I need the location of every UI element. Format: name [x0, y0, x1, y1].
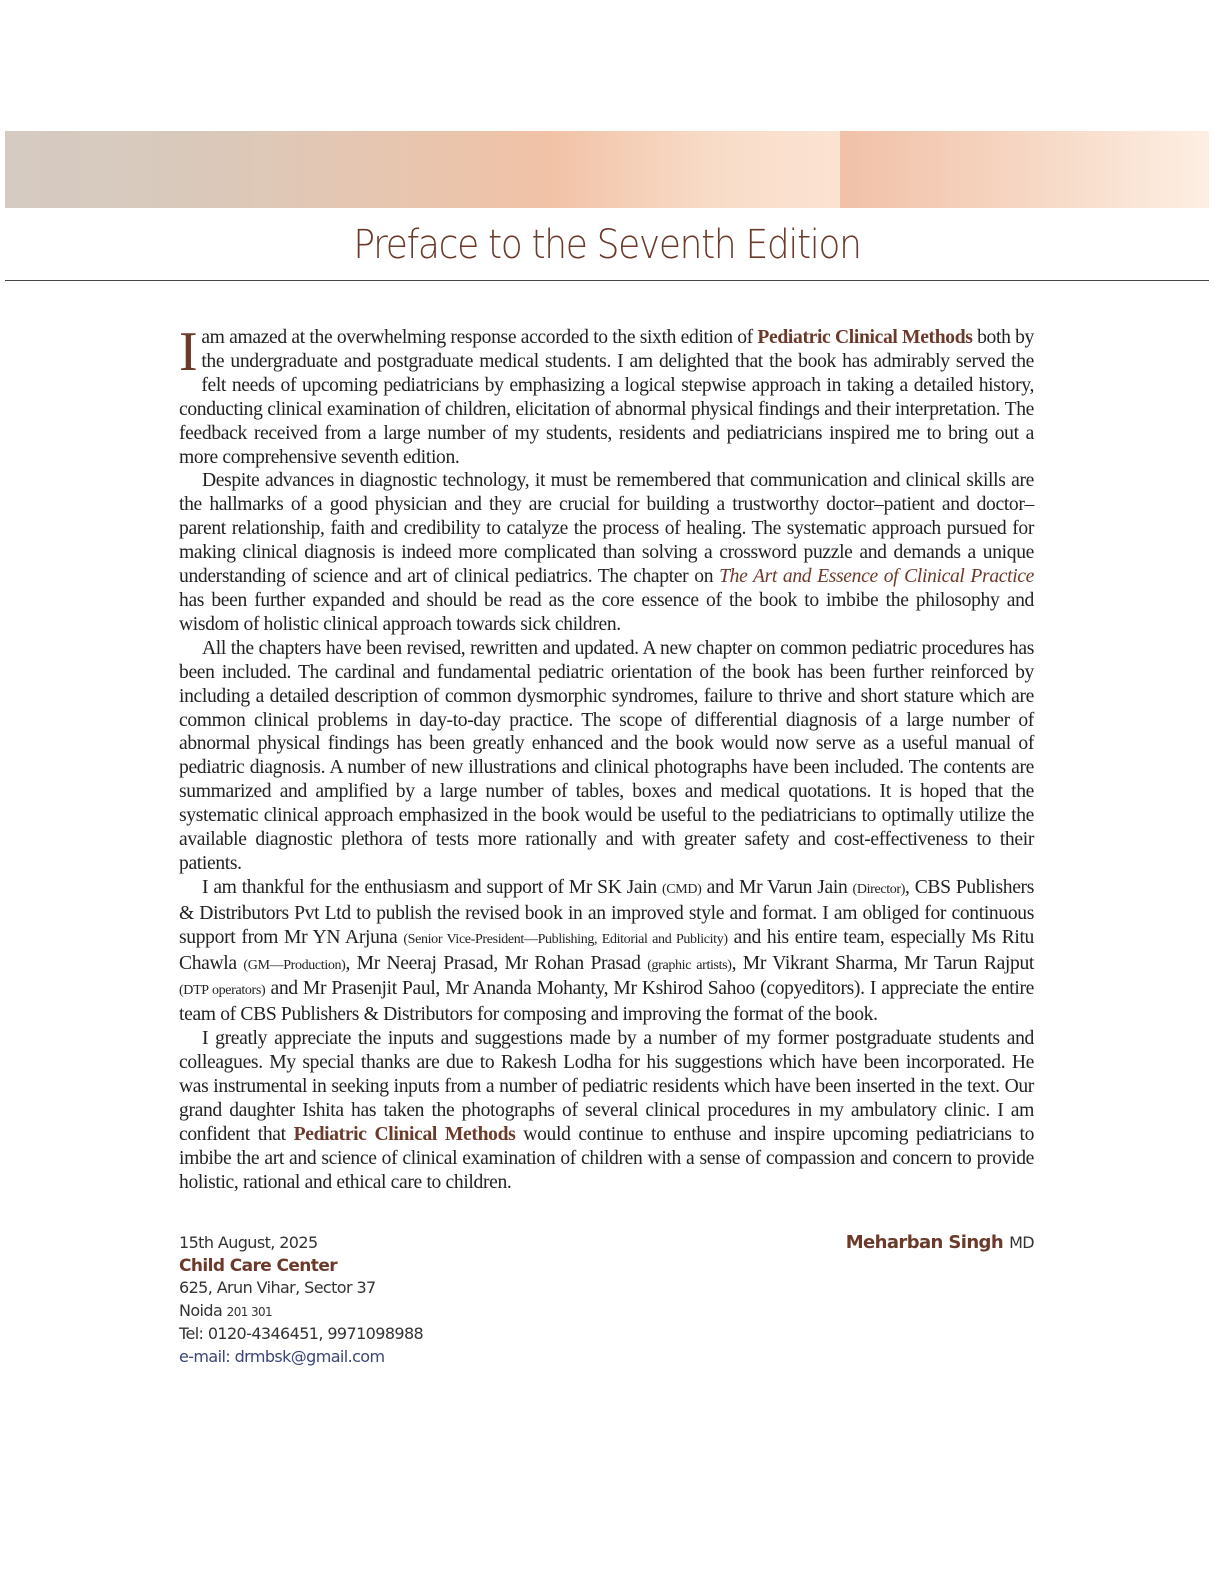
role-note: (Senior Vice-President—Publishing, Editorial and Publicity)	[403, 931, 728, 947]
book-title-highlight: Pediatric Clinical Methods	[757, 327, 973, 348]
author-degree: MD	[1009, 1233, 1034, 1252]
text-run: Despite advances in diagnostic technology, it must be remembered that communication and clinical skills are the hallmarks of a good physician and they are crucial for building a trustworthy doctor–patient and doctor–parent relationship, faith and credibility to catalyze the process of healing. The systematic approach pursued for making clinical diagnosis is indeed more complicated than solving a crossword puzzle and demands a unique understanding of science and art of clinical pediatrics. The chapter on	[179, 470, 1034, 588]
pin-code: 201 301	[226, 1304, 273, 1319]
chapter-title-italic: The Art and Essence of Clinical Practice	[719, 566, 1034, 588]
text-run: and Mr Varun Jain	[701, 876, 853, 898]
telephone: Tel: 0120-4346451, 9971098988	[179, 1324, 424, 1343]
signature-block	[179, 1232, 1034, 1368]
text-run: I greatly appreciate the inputs and suggestions made by a number of my former postgraduate students and colleagues. My special thanks are due to Rakesh Lodha for his suggestions which have been incorporated. He was instrumental in seeking inputs from a number of pediatric residents which have been inserted in the text. Our grand daughter Ishita has taken the photographs of several clinical procedures in my ambulatory clinic. I am confident that	[179, 1028, 1034, 1145]
role-note: (GM—Production)	[243, 957, 346, 973]
text-run: , Mr Vikrant Sharma, Mr Tarun Rajput	[731, 952, 1035, 974]
text-run: both by the undergraduate and postgraduate medical students. I am delighted that the book has admirably served the felt needs of upcoming pediatricians by emphasizing a logical stepwise approach in taking a detailed history, conducting clinical examination of children, elicitation of abnormal physical findings and their interpretation. The feedback received from a large number of my students, residents and pediatricians inspired me to bring out a more comprehensive seventh edition.	[179, 327, 1034, 468]
page-title: Preface to the Seventh Edition	[353, 222, 861, 268]
preface-body	[179, 321, 1035, 1195]
book-title-highlight: Pediatric Clinical Methods	[293, 1123, 516, 1145]
header-band	[5, 131, 1209, 208]
text-run: I am thankful for the enthusiasm and support of Mr SK Jain	[202, 876, 662, 898]
address: 625, Arun Vihar, Sector 37	[179, 1278, 376, 1297]
email-link[interactable]: e-mail: drmbsk@gmail.com	[179, 1346, 385, 1366]
role-note: (graphic artists)	[647, 957, 732, 973]
drop-cap: I	[179, 321, 198, 383]
title-divider	[5, 280, 1209, 281]
text-run: and Mr Prasenjit Paul, Mr Ananda Mohanty, Mr Kshirod Sahoo (copyeditors). I appreciate the entire team of CBS Publishers & Distributors for composing and improving the format of the book.	[179, 978, 1035, 1026]
author-name: Meharban Singh	[845, 1232, 1004, 1253]
paragraph	[179, 876, 1034, 1027]
center-name: Child Care Center	[179, 1255, 338, 1276]
paragraph	[179, 1027, 1034, 1194]
role-note: (CMD)	[661, 881, 702, 897]
author	[846, 1232, 1034, 1255]
text-run: would continue to enthuse and inspire upcoming pediatricians to imbibe the art and science of clinical examination of children with a sense of compassion and concern to provide holistic, rational and ethical care to children.	[179, 1123, 1035, 1193]
text-run: and his entire team, especially Ms Ritu Chawla	[179, 926, 1034, 974]
text-run: am amazed at the overwhelming response accorded to the sixth edition of	[201, 327, 758, 348]
date: 15th August, 2025	[179, 1233, 318, 1252]
header-band-right	[840, 131, 1209, 208]
paragraph	[179, 469, 1034, 636]
city: Noida	[179, 1300, 223, 1320]
text-run: All the chapters have been revised, rewritten and updated. A new chapter on common pediatric procedures has been included. The cardinal and fundamental pediatric orientation of the book has been further reinforced by including a detailed description of common dysmorphic syndromes, failure to thrive and short stature which are common clinical problems in day-to-day practice. The scope of differential diagnosis of a large number of abnormal physical findings has been greatly enhanced and the book would now serve as a useful manual of pediatric diagnosis. A number of new illustrations and clinical photographs have been included. The contents are summarized and amplified by a large number of tables, boxes and medical quotations. It is hoped that the systematic clinical approach emphasized in the book would be useful to the pediatricians to optimally utilize the available diagnostic plethora of tests more rationally and with greater safety and cost-effectiveness to their patients.	[179, 637, 1034, 874]
city-line	[179, 1300, 1034, 1324]
header-band-left	[5, 131, 840, 208]
paragraph	[179, 321, 1034, 469]
role-note: (DTP operators)	[179, 983, 266, 999]
text-run: has been further expanded and should be read as the core essence of the book to imbibe the philosophy and wisdom of holistic clinical approach towards sick children.	[179, 589, 1034, 635]
paragraph	[179, 637, 1034, 876]
role-note: (Director)	[852, 881, 906, 897]
text-run: , CBS Publishers & Distributors Pvt Ltd to publish the revised book in an improved style and format. I am obliged for continuous support from Mr YN Arjuna	[179, 876, 1034, 948]
text-run: , Mr Neeraj Prasad, Mr Rohan Prasad	[345, 952, 648, 974]
